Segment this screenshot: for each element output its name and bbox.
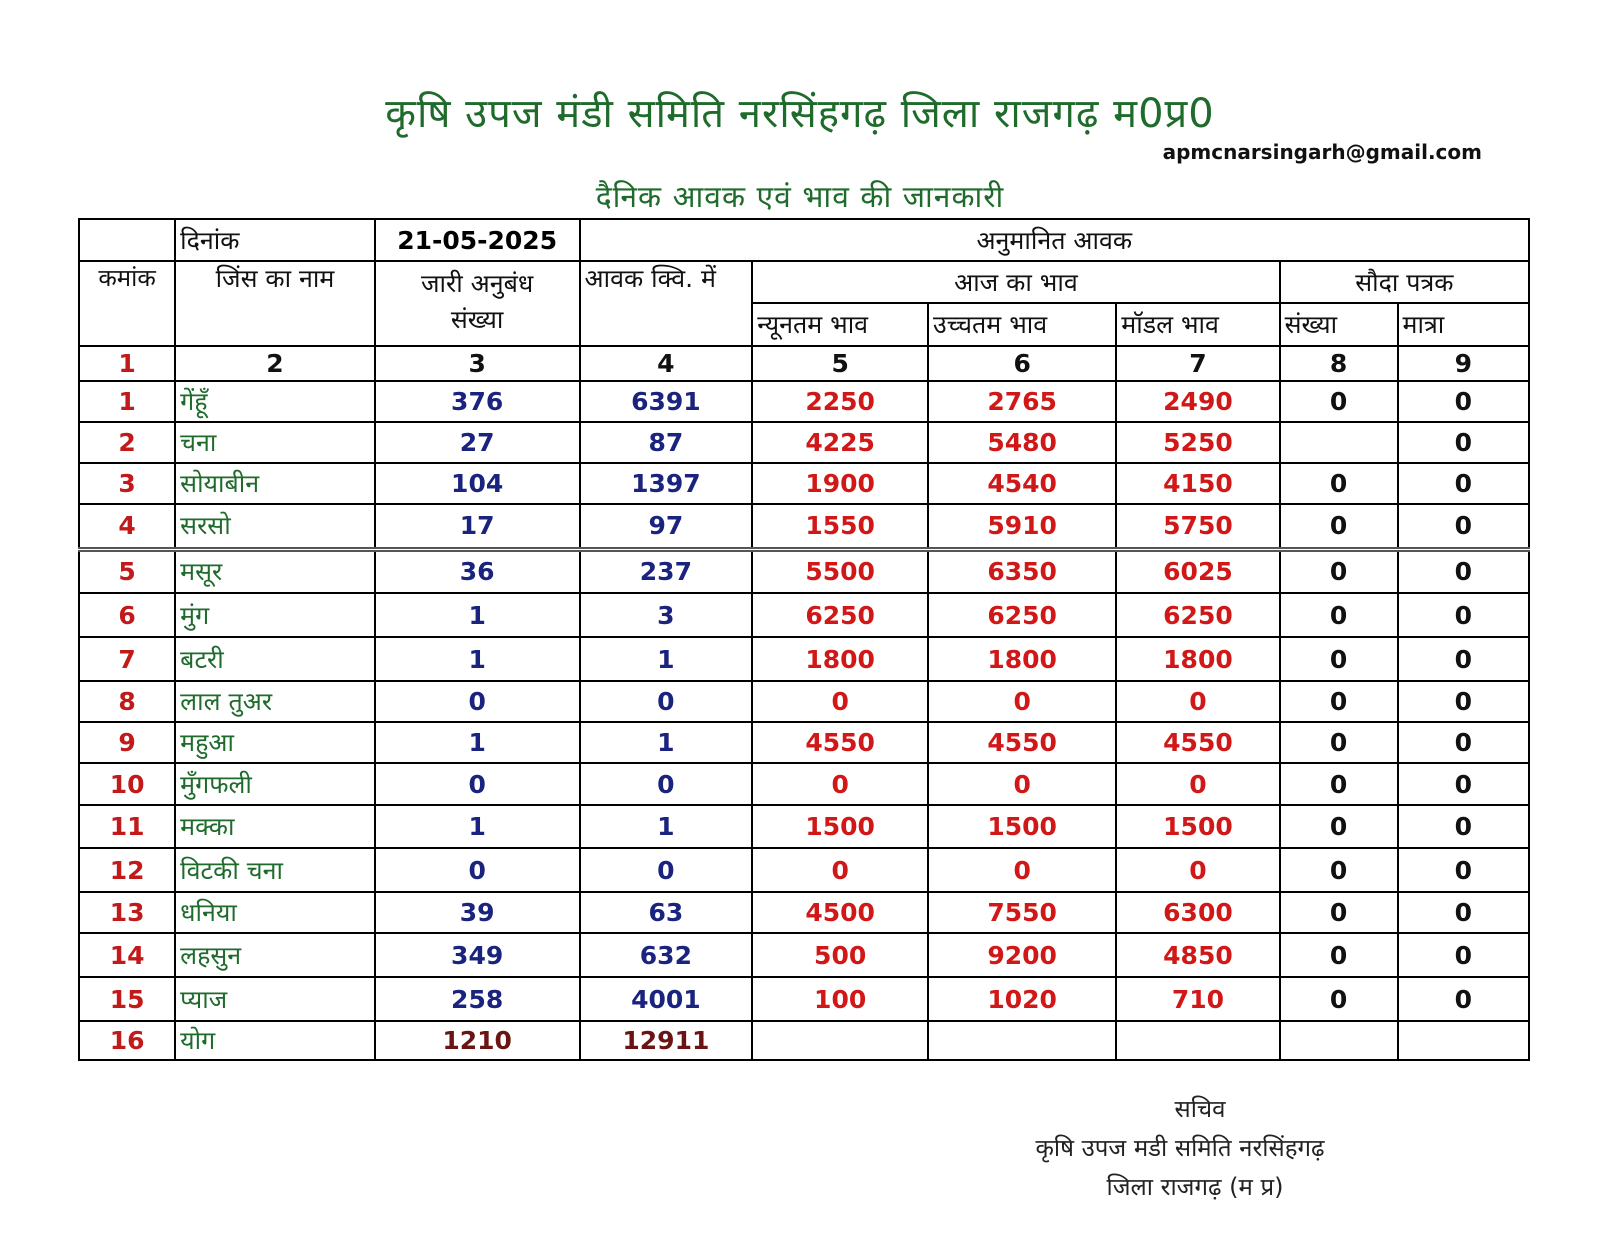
serial-number-cell: 6 (79, 593, 175, 637)
permits-cell: 349 (375, 933, 580, 977)
crop-name-cell: मक्का (175, 805, 375, 848)
table-row (79, 504, 1529, 549)
empty-cell (1116, 1021, 1279, 1060)
empty-cell (752, 1021, 928, 1060)
permits-cell: 376 (375, 381, 580, 422)
permits-cell: 1 (375, 637, 580, 681)
min-price-cell: 1550 (752, 504, 928, 549)
max-price-cell: 7550 (928, 892, 1116, 933)
col-modal-header: मॉडल भाव (1116, 303, 1279, 346)
modal-price-cell: 6025 (1116, 549, 1279, 593)
crop-name-cell: बटरी (175, 637, 375, 681)
deal-qty-cell: 0 (1398, 933, 1529, 977)
permits-cell: 27 (375, 422, 580, 463)
col-max-header: उच्चतम भाव (928, 303, 1116, 346)
empty-cell (1280, 1021, 1398, 1060)
deal-qty-cell: 0 (1398, 381, 1529, 422)
deal-qty-cell: 0 (1398, 848, 1529, 892)
deal-qty-cell: 0 (1398, 637, 1529, 681)
max-price-cell: 1800 (928, 637, 1116, 681)
serial-number-cell: 4 (79, 504, 175, 549)
deal-qty-cell: 0 (1398, 722, 1529, 763)
permits-cell: 17 (375, 504, 580, 549)
crop-name-cell: मुँगफली (175, 763, 375, 805)
min-price-cell: 500 (752, 933, 928, 977)
table-row (79, 681, 1529, 722)
table-row (79, 892, 1529, 933)
min-price-cell: 1800 (752, 637, 928, 681)
permits-cell: 36 (375, 549, 580, 593)
serial-number-cell: 7 (79, 637, 175, 681)
modal-price-cell: 0 (1116, 848, 1279, 892)
arrival-cell: 4001 (580, 977, 753, 1021)
arrival-cell: 1 (580, 805, 753, 848)
modal-price-cell: 1800 (1116, 637, 1279, 681)
modal-price-cell: 1500 (1116, 805, 1279, 848)
col-deal-note-header: सौदा पत्रक (1280, 261, 1529, 303)
min-price-cell: 100 (752, 977, 928, 1021)
arrival-cell: 87 (580, 422, 753, 463)
date-label: दिनांक (175, 219, 375, 261)
max-price-cell: 6250 (928, 593, 1116, 637)
col-crop-header: जिंस का नाम (175, 261, 375, 346)
table-row (79, 637, 1529, 681)
estimated-arrival-label: अनुमानित आवक (580, 219, 1529, 261)
serial-number-cell: 10 (79, 763, 175, 805)
serial-number-cell: 13 (79, 892, 175, 933)
max-price-cell: 6350 (928, 549, 1116, 593)
column-number-row (79, 346, 1529, 381)
deal-count-cell: 0 (1280, 463, 1398, 504)
arrival-cell: 0 (580, 763, 753, 805)
crop-name-cell: गेंहूँ (175, 381, 375, 422)
col-serial-header: कमांक (79, 261, 175, 346)
total-label-cell: योग (175, 1021, 375, 1060)
crop-name-cell: सरसो (175, 504, 375, 549)
permits-cell: 104 (375, 463, 580, 504)
serial-number-cell: 9 (79, 722, 175, 763)
crop-name-cell: मसूर (175, 549, 375, 593)
permits-cell: 0 (375, 848, 580, 892)
deal-count-cell: 0 (1280, 805, 1398, 848)
column-number: 6 (928, 346, 1116, 381)
arrival-cell: 63 (580, 892, 753, 933)
arrival-cell: 1397 (580, 463, 753, 504)
deal-qty-cell: 0 (1398, 763, 1529, 805)
modal-price-cell: 6250 (1116, 593, 1279, 637)
max-price-cell: 4540 (928, 463, 1116, 504)
table-row (79, 463, 1529, 504)
deal-count-cell: 0 (1280, 892, 1398, 933)
empty-cell (1398, 1021, 1529, 1060)
crop-name-cell: धनिया (175, 892, 375, 933)
serial-number-cell: 8 (79, 681, 175, 722)
min-price-cell: 2250 (752, 381, 928, 422)
serial-number-cell: 12 (79, 848, 175, 892)
signature-title: सचिव (1174, 1095, 1226, 1123)
max-price-cell: 0 (928, 848, 1116, 892)
deal-count-cell: 0 (1280, 504, 1398, 549)
arrival-cell: 0 (580, 681, 753, 722)
table-row (79, 848, 1529, 892)
table-row (79, 805, 1529, 848)
table-row (79, 933, 1529, 977)
serial-number-cell: 11 (79, 805, 175, 848)
crop-name-cell: चना (175, 422, 375, 463)
arrival-cell: 3 (580, 593, 753, 637)
deal-qty-cell: 0 (1398, 977, 1529, 1021)
col-permits-header: जारी अनुबंध संख्या (375, 261, 580, 346)
arrival-cell: 0 (580, 848, 753, 892)
permits-cell: 1 (375, 805, 580, 848)
modal-price-cell: 4550 (1116, 722, 1279, 763)
permits-cell: 1 (375, 593, 580, 637)
column-number: 5 (752, 346, 928, 381)
deal-qty-cell: 0 (1398, 593, 1529, 637)
column-number: 3 (375, 346, 580, 381)
total-row (79, 1021, 1529, 1060)
column-number: 7 (1116, 346, 1279, 381)
page-subtitle: दैनिक आवक एवं भाव की जानकारी (595, 180, 1005, 215)
serial-number-cell: 1 (79, 381, 175, 422)
deal-count-cell: 0 (1280, 549, 1398, 593)
min-price-cell: 4500 (752, 892, 928, 933)
col-arrival-header: आवक क्वि. में (580, 261, 753, 346)
modal-price-cell: 5250 (1116, 422, 1279, 463)
permits-cell: 0 (375, 681, 580, 722)
total-arrival-cell: 12911 (580, 1021, 753, 1060)
arrival-cell: 237 (580, 549, 753, 593)
max-price-cell: 1500 (928, 805, 1116, 848)
table-row (79, 422, 1529, 463)
modal-price-cell: 2490 (1116, 381, 1279, 422)
deal-count-cell: 0 (1280, 722, 1398, 763)
deal-qty-cell: 0 (1398, 422, 1529, 463)
max-price-cell: 9200 (928, 933, 1116, 977)
modal-price-cell: 6300 (1116, 892, 1279, 933)
column-number: 2 (175, 346, 375, 381)
max-price-cell: 4550 (928, 722, 1116, 763)
deal-qty-cell: 0 (1398, 892, 1529, 933)
col-count-header: संख्या (1280, 303, 1398, 346)
arrival-price-table (78, 218, 1530, 1061)
permits-cell: 258 (375, 977, 580, 1021)
deal-qty-cell: 0 (1398, 463, 1529, 504)
serial-number-cell: 14 (79, 933, 175, 977)
modal-price-cell: 710 (1116, 977, 1279, 1021)
deal-count-cell: 0 (1280, 593, 1398, 637)
max-price-cell: 2765 (928, 381, 1116, 422)
crop-name-cell: महुआ (175, 722, 375, 763)
min-price-cell: 5500 (752, 549, 928, 593)
deal-count-cell: 0 (1280, 381, 1398, 422)
min-price-cell: 0 (752, 681, 928, 722)
deal-count-cell: 0 (1280, 933, 1398, 977)
deal-count-cell (1280, 422, 1398, 463)
crop-name-cell: प्याज (175, 977, 375, 1021)
min-price-cell: 4225 (752, 422, 928, 463)
serial-number-cell: 2 (79, 422, 175, 463)
arrival-cell: 6391 (580, 381, 753, 422)
crop-name-cell: लाल तुअर (175, 681, 375, 722)
serial-number-cell: 5 (79, 549, 175, 593)
modal-price-cell: 0 (1116, 681, 1279, 722)
arrival-cell: 632 (580, 933, 753, 977)
max-price-cell: 0 (928, 681, 1116, 722)
column-number: 1 (79, 346, 175, 381)
max-price-cell: 1020 (928, 977, 1116, 1021)
modal-price-cell: 0 (1116, 763, 1279, 805)
permits-cell: 39 (375, 892, 580, 933)
min-price-cell: 0 (752, 763, 928, 805)
min-price-cell: 0 (752, 848, 928, 892)
table-row (79, 381, 1529, 422)
date-row (79, 219, 1529, 261)
modal-price-cell: 4150 (1116, 463, 1279, 504)
deal-count-cell: 0 (1280, 848, 1398, 892)
deal-count-cell: 0 (1280, 977, 1398, 1021)
col-qty-header: मात्रा (1398, 303, 1529, 346)
table-row (79, 549, 1529, 593)
col-today-price-header: आज का भाव (752, 261, 1279, 303)
contact-email: apmcnarsingarh@gmail.com (1162, 140, 1482, 164)
modal-price-cell: 4850 (1116, 933, 1279, 977)
modal-price-cell: 5750 (1116, 504, 1279, 549)
crop-name-cell: विटकी चना (175, 848, 375, 892)
empty-cell (928, 1021, 1116, 1060)
header-row-1 (79, 261, 1529, 303)
column-number: 9 (1398, 346, 1529, 381)
arrival-cell: 1 (580, 722, 753, 763)
max-price-cell: 5910 (928, 504, 1116, 549)
total-serial-cell: 16 (79, 1021, 175, 1060)
column-number: 8 (1280, 346, 1398, 381)
serial-number-cell: 3 (79, 463, 175, 504)
min-price-cell: 6250 (752, 593, 928, 637)
crop-name-cell: लहसुन (175, 933, 375, 977)
col-min-header: न्यूनतम भाव (752, 303, 928, 346)
min-price-cell: 4550 (752, 722, 928, 763)
deal-qty-cell: 0 (1398, 504, 1529, 549)
max-price-cell: 5480 (928, 422, 1116, 463)
deal-count-cell: 0 (1280, 637, 1398, 681)
max-price-cell: 0 (928, 763, 1116, 805)
deal-qty-cell: 0 (1398, 805, 1529, 848)
crop-name-cell: मुंग (175, 593, 375, 637)
permits-cell: 1 (375, 722, 580, 763)
empty-cell (79, 219, 175, 261)
table-row (79, 763, 1529, 805)
permits-cell: 0 (375, 763, 580, 805)
min-price-cell: 1900 (752, 463, 928, 504)
deal-qty-cell: 0 (1398, 681, 1529, 722)
arrival-cell: 1 (580, 637, 753, 681)
serial-number-cell: 15 (79, 977, 175, 1021)
table-row (79, 593, 1529, 637)
arrival-cell: 97 (580, 504, 753, 549)
crop-name-cell: सोयाबीन (175, 463, 375, 504)
deal-qty-cell: 0 (1398, 549, 1529, 593)
column-number: 4 (580, 346, 753, 381)
table-row (79, 977, 1529, 1021)
deal-count-cell: 0 (1280, 763, 1398, 805)
min-price-cell: 1500 (752, 805, 928, 848)
deal-count-cell: 0 (1280, 681, 1398, 722)
table-row (79, 722, 1529, 763)
signature-office: कृषि उपज मडी समिति नरसिंहगढ़ (1035, 1134, 1325, 1162)
page-title: कृषि उपज मंडी समिति नरसिंहगढ़ जिला राजगढ़ म0प्र0 (385, 91, 1215, 137)
signature-district: जिला राजगढ़ (म प्र) (1106, 1173, 1284, 1201)
date-value: 21-05-2025 (375, 219, 580, 261)
total-permits-cell: 1210 (375, 1021, 580, 1060)
